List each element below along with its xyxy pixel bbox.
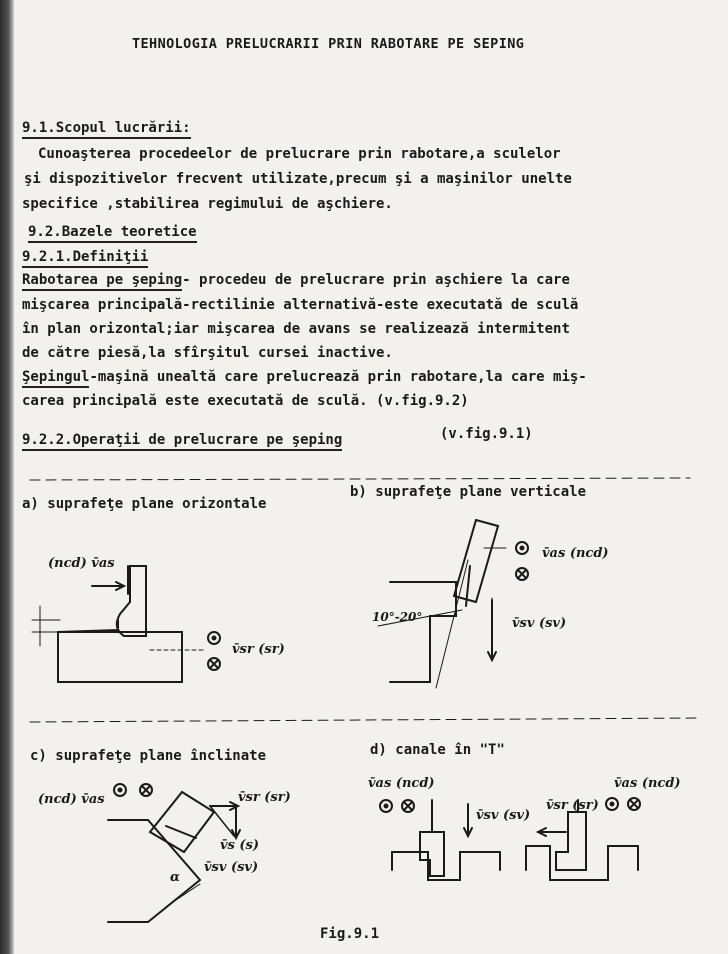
- fig-c-drawing: [108, 784, 240, 922]
- fig-c-tool: [150, 792, 214, 852]
- scope-line-1: Cunoaşterea procedeelor de prelucrare prin rabotare,a sculelor: [38, 146, 561, 162]
- section-heading-scope: 9.1.Scopul lucrării:: [22, 120, 191, 136]
- fig-b-annotation-feed: v̄sv (sv): [512, 616, 567, 631]
- figure-caption: Fig.9.1: [320, 926, 380, 942]
- fig-c-angle-alpha: α: [170, 870, 181, 885]
- fig-a-workpiece: [58, 632, 182, 682]
- fig-d-annotation-feed-v: v̄sv (sv): [476, 808, 531, 823]
- section-heading-theory: 9.2.Bazele teoretice: [28, 224, 197, 240]
- fig-a-annotation-feed: v̄sr (sr): [232, 642, 285, 657]
- fig-b-angle-line: [378, 610, 462, 626]
- fig-c-annotation-feed-s: v̄s (s): [220, 838, 260, 853]
- definition-rabotare-line-4: de către piesă,la sfîrşitul cursei inactive.: [22, 345, 393, 361]
- figure-a-label: a) suprafeţe plane orizontale: [22, 496, 267, 512]
- definition-seping-line-1: Şepingul-maşină unealtă care prelucrează prin rabotare,la care miş-: [22, 369, 587, 385]
- fig-d-annotation-feed-r: v̄sr (sr): [546, 798, 599, 813]
- operations-figure-ref: (v.fig.9.1): [440, 426, 533, 442]
- definition-rabotare-line-3: în plan orizontal;iar mişcarea de avans se realizează intermitent: [22, 321, 570, 337]
- fig-a-annotation-cutting-speed: (ncd) v̄as: [48, 556, 115, 571]
- page-title: TEHNOLOGIA PRELUCRARII PRIN RABOTARE PE SEPING: [132, 36, 525, 52]
- fig-b-annotation-cutting-speed: v̄as (ncd): [542, 546, 609, 561]
- fig-d-annotation-cutting-speed-right: v̄as (ncd): [614, 776, 681, 791]
- definition-rabotare-line-2: mişcarea principală-rectilinie alternativă-este executată de sculă: [22, 297, 579, 313]
- section-heading-definitions: 9.2.1.Definiţii: [22, 249, 148, 265]
- fig-c-annotation-cutting-speed: (ncd) v̄as: [38, 792, 105, 807]
- fig-d-left-workpiece: [392, 852, 500, 880]
- fig-d-drawing-left: [380, 800, 500, 880]
- fig-a-tool: [117, 566, 146, 636]
- figure-d-label: d) canale în "T": [370, 742, 505, 758]
- fig-d-right-workpiece: [526, 846, 638, 880]
- fig-c-annotation-feed-r: v̄sr (sr): [238, 790, 291, 805]
- figure-c-label: c) suprafeţe plane înclinate: [30, 748, 267, 764]
- fig-a-drawing: [32, 566, 220, 682]
- fig-b-workpiece: [390, 582, 456, 682]
- fig-d-annotation-cutting-speed-left: v̄as (ncd): [368, 776, 435, 791]
- fig-d-right-tool: [556, 812, 586, 870]
- fig-a-cut-surface: [58, 620, 118, 632]
- fig-d-left-tool: [420, 832, 444, 876]
- separator-line-bottom: [30, 718, 700, 722]
- definition-rabotare-line-1: Rabotarea pe şeping- procedeu de prelucrare prin aşchiere la care: [22, 272, 570, 288]
- definition-seping-line-2: carea principală este executată de sculă. (v.fig.9.2): [22, 393, 469, 409]
- scope-line-3: specifice ,stabilirea regimului de aşchiere.: [22, 196, 393, 212]
- separator-line-top: [30, 478, 690, 480]
- fig-c-annotation-feed-v: v̄sv (sv): [204, 860, 259, 875]
- fig-d-drawing-right: [526, 798, 640, 880]
- fig-b-drawing: [378, 520, 528, 688]
- fig-b-guide-line: [436, 560, 468, 688]
- section-heading-operations: 9.2.2.Operaţii de prelucrare pe şeping: [22, 432, 342, 448]
- scope-line-2: şi dispozitivelor frecvent utilizate,precum şi a maşinilor unelte: [24, 171, 572, 187]
- fig-b-angle: 10°-20°: [372, 610, 423, 624]
- figure-b-label: b) suprafeţe plane verticale: [350, 484, 587, 500]
